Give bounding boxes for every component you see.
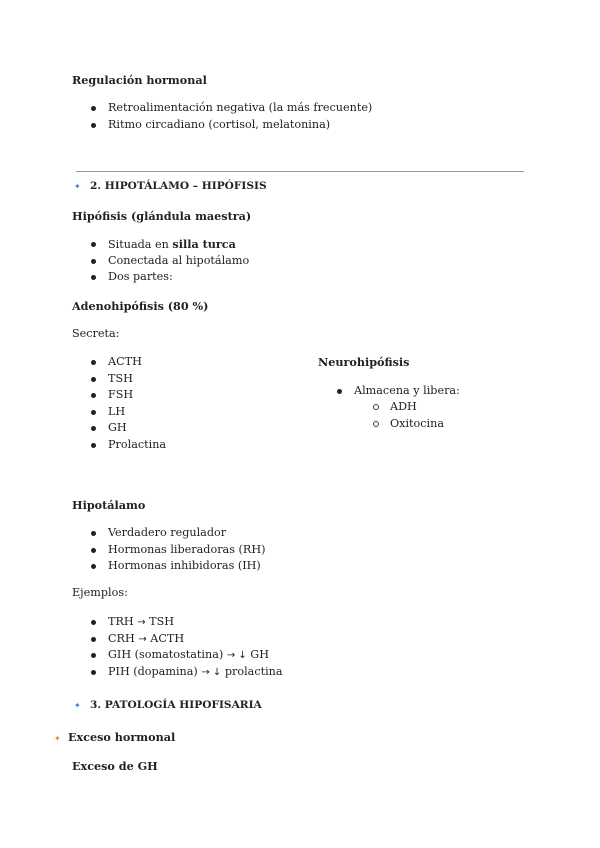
exceso-heading: [54, 729, 175, 747]
sparkle-icon: ✦: [74, 182, 81, 191]
horizontal-divider: [76, 171, 524, 172]
neuro-heading: Neurohipófisis: [318, 355, 410, 369]
arrow-right-icon: →: [138, 633, 147, 645]
list-item: [72, 647, 283, 664]
hormone-b: prolactina: [221, 664, 283, 678]
list-item: Retroalimentación negativa (la más frecuente): [72, 100, 372, 117]
hormone-a: TRH: [108, 615, 134, 628]
list-item: Oxitocina: [354, 416, 444, 433]
list-item: Ritmo circadiano (cortisol, melatonina): [72, 117, 372, 134]
ejemplos-list: [72, 614, 283, 680]
secreta-label: Secreta:: [72, 327, 120, 340]
regulacion-heading: Regulación hormonal: [72, 73, 207, 87]
list-item: Almacena y libera:: [318, 383, 460, 400]
section-2-title: 2. HIPOTÁLAMO – HIPÓFISIS: [90, 180, 267, 192]
hipotalamo-heading: Hipotálamo: [72, 498, 146, 512]
list-item: Hormonas inhibidoras (IH): [72, 558, 265, 575]
exceso-title: Exceso hormonal: [68, 730, 176, 744]
list-item: LH: [72, 404, 166, 421]
hormone-a: CRH: [108, 631, 135, 645]
list-item: [72, 664, 283, 681]
adeno-heading: Adenohipófisis (80 %): [72, 299, 209, 313]
section-3-title: 3. PATOLOGÍA HIPOFISARIA: [90, 699, 262, 711]
exceso-gh-heading: Exceso de GH: [72, 759, 158, 773]
list-item: GH: [72, 420, 166, 437]
list-item: Hormonas liberadoras (RH): [72, 542, 265, 559]
list-item: Dos partes:: [72, 269, 249, 286]
list-item: ACTH: [72, 354, 166, 371]
section-3-heading: [74, 697, 262, 714]
list-item: Prolactina: [72, 437, 166, 454]
section-2-heading: [74, 178, 267, 195]
neuro-list: [318, 383, 460, 400]
list-item: TSH: [72, 371, 166, 388]
list-item: Conectada al hipotálamo: [72, 253, 249, 270]
hipofisis-list: [72, 236, 249, 286]
sparkle-icon: ✦: [74, 701, 81, 710]
hormone-a: GIH (somatostatina): [108, 648, 224, 661]
adeno-list: [72, 354, 166, 453]
neuro-sublist: [354, 399, 444, 432]
hormone-b: GH: [246, 648, 269, 661]
list-item: ADH: [354, 399, 444, 416]
hipotalamo-list: [72, 525, 265, 575]
list-item: [72, 631, 283, 648]
item-text: Situada en: [108, 238, 173, 251]
item-bold-text: silla turca: [172, 237, 236, 251]
list-item: FSH: [72, 387, 166, 404]
arrow-down-icon: → ↓: [226, 650, 247, 661]
list-item: [72, 236, 249, 253]
list-item: [72, 614, 283, 631]
ejemplos-label: Ejemplos:: [72, 586, 128, 599]
list-item: Verdadero regulador: [72, 525, 265, 542]
hormone-a: PIH (dopamina): [108, 664, 198, 678]
hipofisis-heading: Hipófisis (glándula maestra): [72, 209, 252, 223]
arrow-right-icon: →: [137, 617, 146, 628]
regulacion-list: [72, 100, 372, 133]
hormone-b: ACTH: [146, 631, 185, 645]
arrow-down-icon: → ↓: [201, 666, 222, 678]
hormone-b: TSH: [145, 615, 175, 628]
sparkle-icon: ✦: [54, 734, 61, 743]
